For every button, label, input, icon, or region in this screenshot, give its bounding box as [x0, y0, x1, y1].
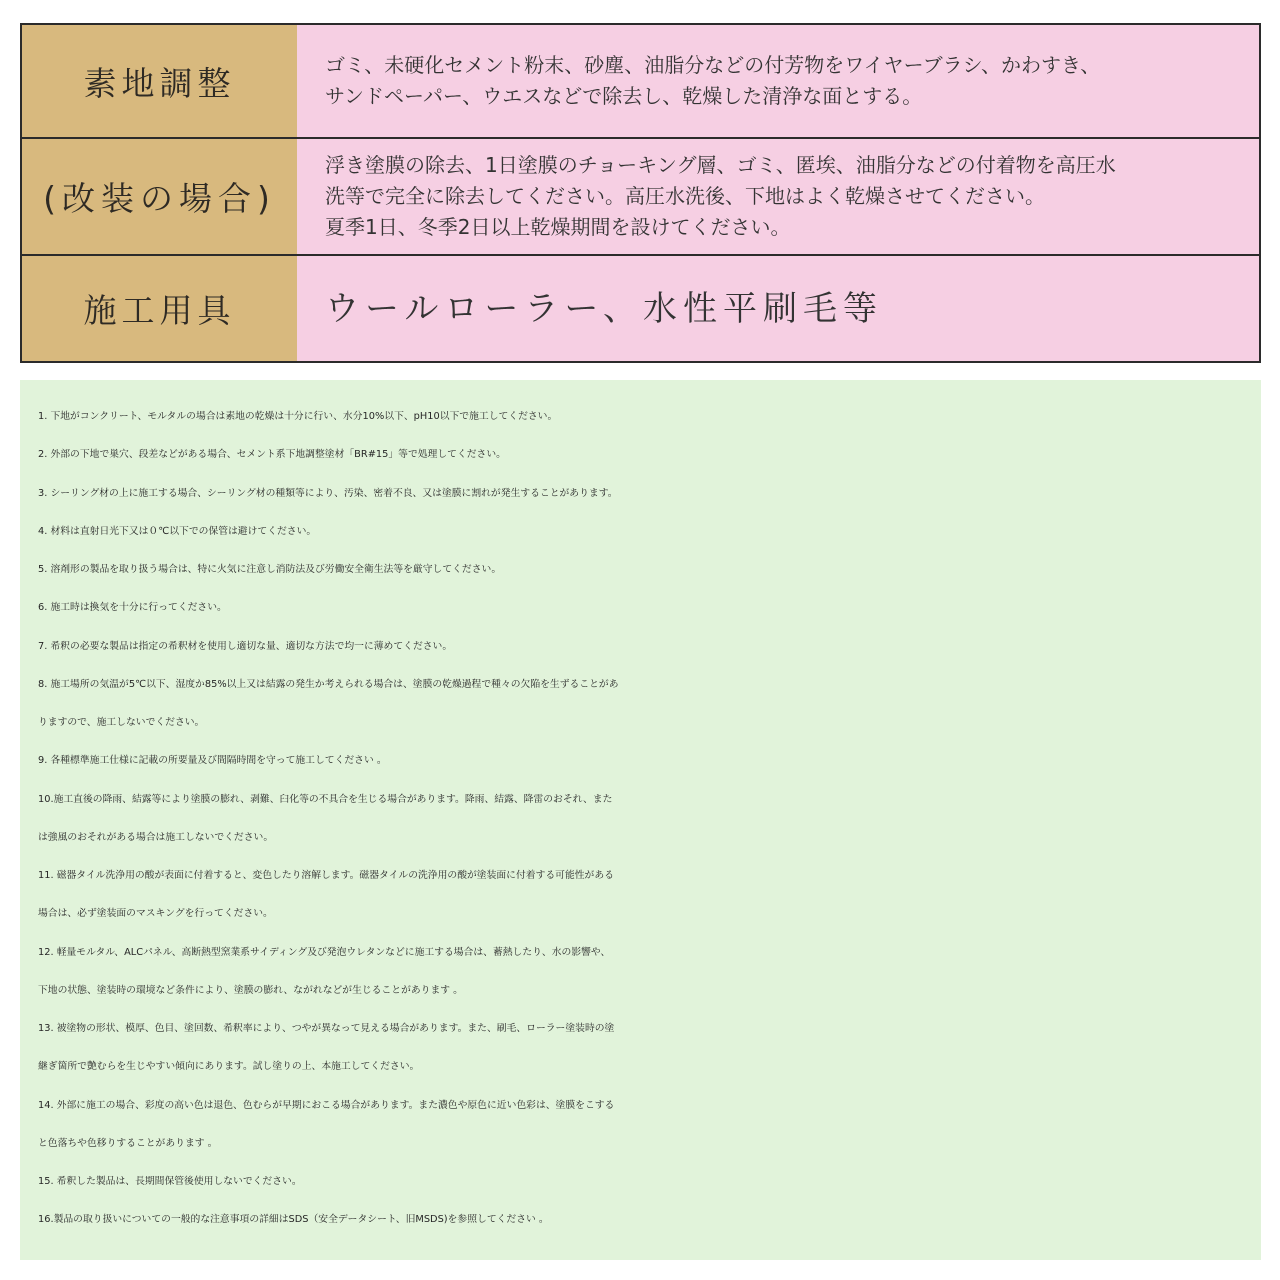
- note-line-2: 2. 外部の下地で巣穴、段差などがある場合、セメント系下地調整塗材「BR#15」等で処理してください。: [38, 449, 506, 461]
- note-line-12: 12. 軽量モルタル、ALCパネル、高断熱型窯業系サイディング及び発泡ウレタンなどに施工する場合は、蓄熱したり、水の影響や、: [38, 946, 611, 958]
- spec-label: 素地調整: [22, 25, 297, 137]
- spec-row-renovation: [22, 139, 1259, 256]
- precautions-panel: [20, 380, 1261, 1260]
- note-line-15: 15. 希釈した製品は、長期間保管後使用しないでください。: [38, 1176, 302, 1187]
- note-line-10-cont: は強風のおそれがある場合は施工しないでください。: [38, 831, 274, 843]
- note-line-16: 16.製品の取り扱いについての一般的な注意事項の詳細はSDS（安全データシート、旧MSDS)を参照してください 。: [38, 1214, 549, 1226]
- spec-label: (改装の場合): [22, 139, 297, 254]
- note-line-10: 10.施工直後の降雨、結露等により塗膜の膨れ、剥難、臼化等の不具合を生じる場合があります。降雨、結露、降雷のおそれ、また: [38, 793, 613, 805]
- spec-table: [20, 23, 1261, 363]
- note-line-9: 9. 各種標準施工仕様に記載の所要量及び間隔時間を守って施工してください 。: [38, 755, 387, 767]
- spec-value-line: 浮き塗膜の除去、1日塗膜のチョーキング層、ゴミ、匿埃、油脂分などの付着物を高圧水: [325, 153, 1116, 177]
- spec-value-line: サンドペーパー、ウエスなどで除去し、乾燥した清浄な面とする。: [325, 84, 923, 108]
- note-line-14-cont: と色落ちや色移りすることがあります 。: [38, 1137, 218, 1149]
- spec-value-line: ウールローラー、水性平刷毛等: [325, 288, 883, 329]
- note-line-13: 13. 被塗物の形状、模厚、色目、塗回数、希釈率により、つやが異なって見える場合があります。また、刷毛、ローラー塗装時の塗: [38, 1023, 615, 1034]
- spec-value-line: ゴミ、未硬化セメント粉末、砂塵、油脂分などの付芳物をワイヤーブラシ、かわすき、: [325, 53, 1101, 77]
- spec-value: [297, 256, 1259, 361]
- note-line-11: 11. 磁器タイル洗浄用の酸が表面に付着すると、変色したり溶解します。磁器タイルの洗浄用の酸が塗装面に付着する可能性がある: [38, 870, 614, 881]
- spec-row-substrate-prep: [22, 25, 1259, 139]
- note-line-1: 1. 下地がコンクリート、モルタルの場合は素地の乾燥は十分に行い、水分10%以下、pH10以下で施工してください。: [38, 411, 558, 422]
- note-line-13-cont: 継ぎ箇所で艶むらを生じやすい傾向にあります。試し塗りの上、本施工してください。: [38, 1061, 420, 1073]
- note-line-5: 5. 溶剤形の製品を取り扱う場合は、特に火気に注意し消防法及び労働安全衛生法等を厳守してください。: [38, 564, 502, 575]
- note-line-7: 7. 希釈の必要な製品は指定の希釈材を使用し適切な量、適切な方法で均一に薄めてください。: [38, 640, 453, 652]
- note-line-12-cont: 下地の状態、塗装時の環境など条件により、塗膜の膨れ、ながれなどが生じることがあります 。: [38, 984, 463, 996]
- note-line-3: 3. シーリング材の上に施工する場合、シーリング材の種類等により、汚染、密着不良、又は塗膜に割れが発生することがあります。: [38, 487, 618, 499]
- note-line-6: 6. 施工時は換気を十分に行ってください。: [38, 602, 227, 614]
- spec-value: [297, 25, 1259, 137]
- note-line-14: 14. 外部に施工の場合、彩度の高い色は退色、色むらが早期におこる場合があります。また濃色や原色に近い色彩は、塗膜をこする: [38, 1099, 615, 1111]
- spec-row-tools: [22, 256, 1259, 361]
- spec-label: 施工用具: [22, 256, 297, 361]
- note-line-8: 8. 施工場所の気温が5℃以下、湿度か85%以上又は結露の発生か考えられる場合は、塗膜の乾燥過程で種々の欠陥を生ずることがあ: [38, 678, 619, 690]
- note-line-8-cont: りますので、施工しないでください。: [38, 717, 205, 728]
- spec-value-line: 夏季1日、冬季2日以上乾燥期間を設けてください。: [325, 215, 791, 239]
- note-line-11-cont: 場合は、必ず塗装面のマスキングを行ってください。: [38, 908, 273, 920]
- spec-value-line: 洗等で完全に除去してください。高圧水洗後、下地はよく乾燥させてください。: [325, 184, 1045, 208]
- spec-value: [297, 139, 1259, 254]
- note-line-4: 4. 材料は直射日光下又は０℃以下での保管は避けてください。: [38, 525, 317, 537]
